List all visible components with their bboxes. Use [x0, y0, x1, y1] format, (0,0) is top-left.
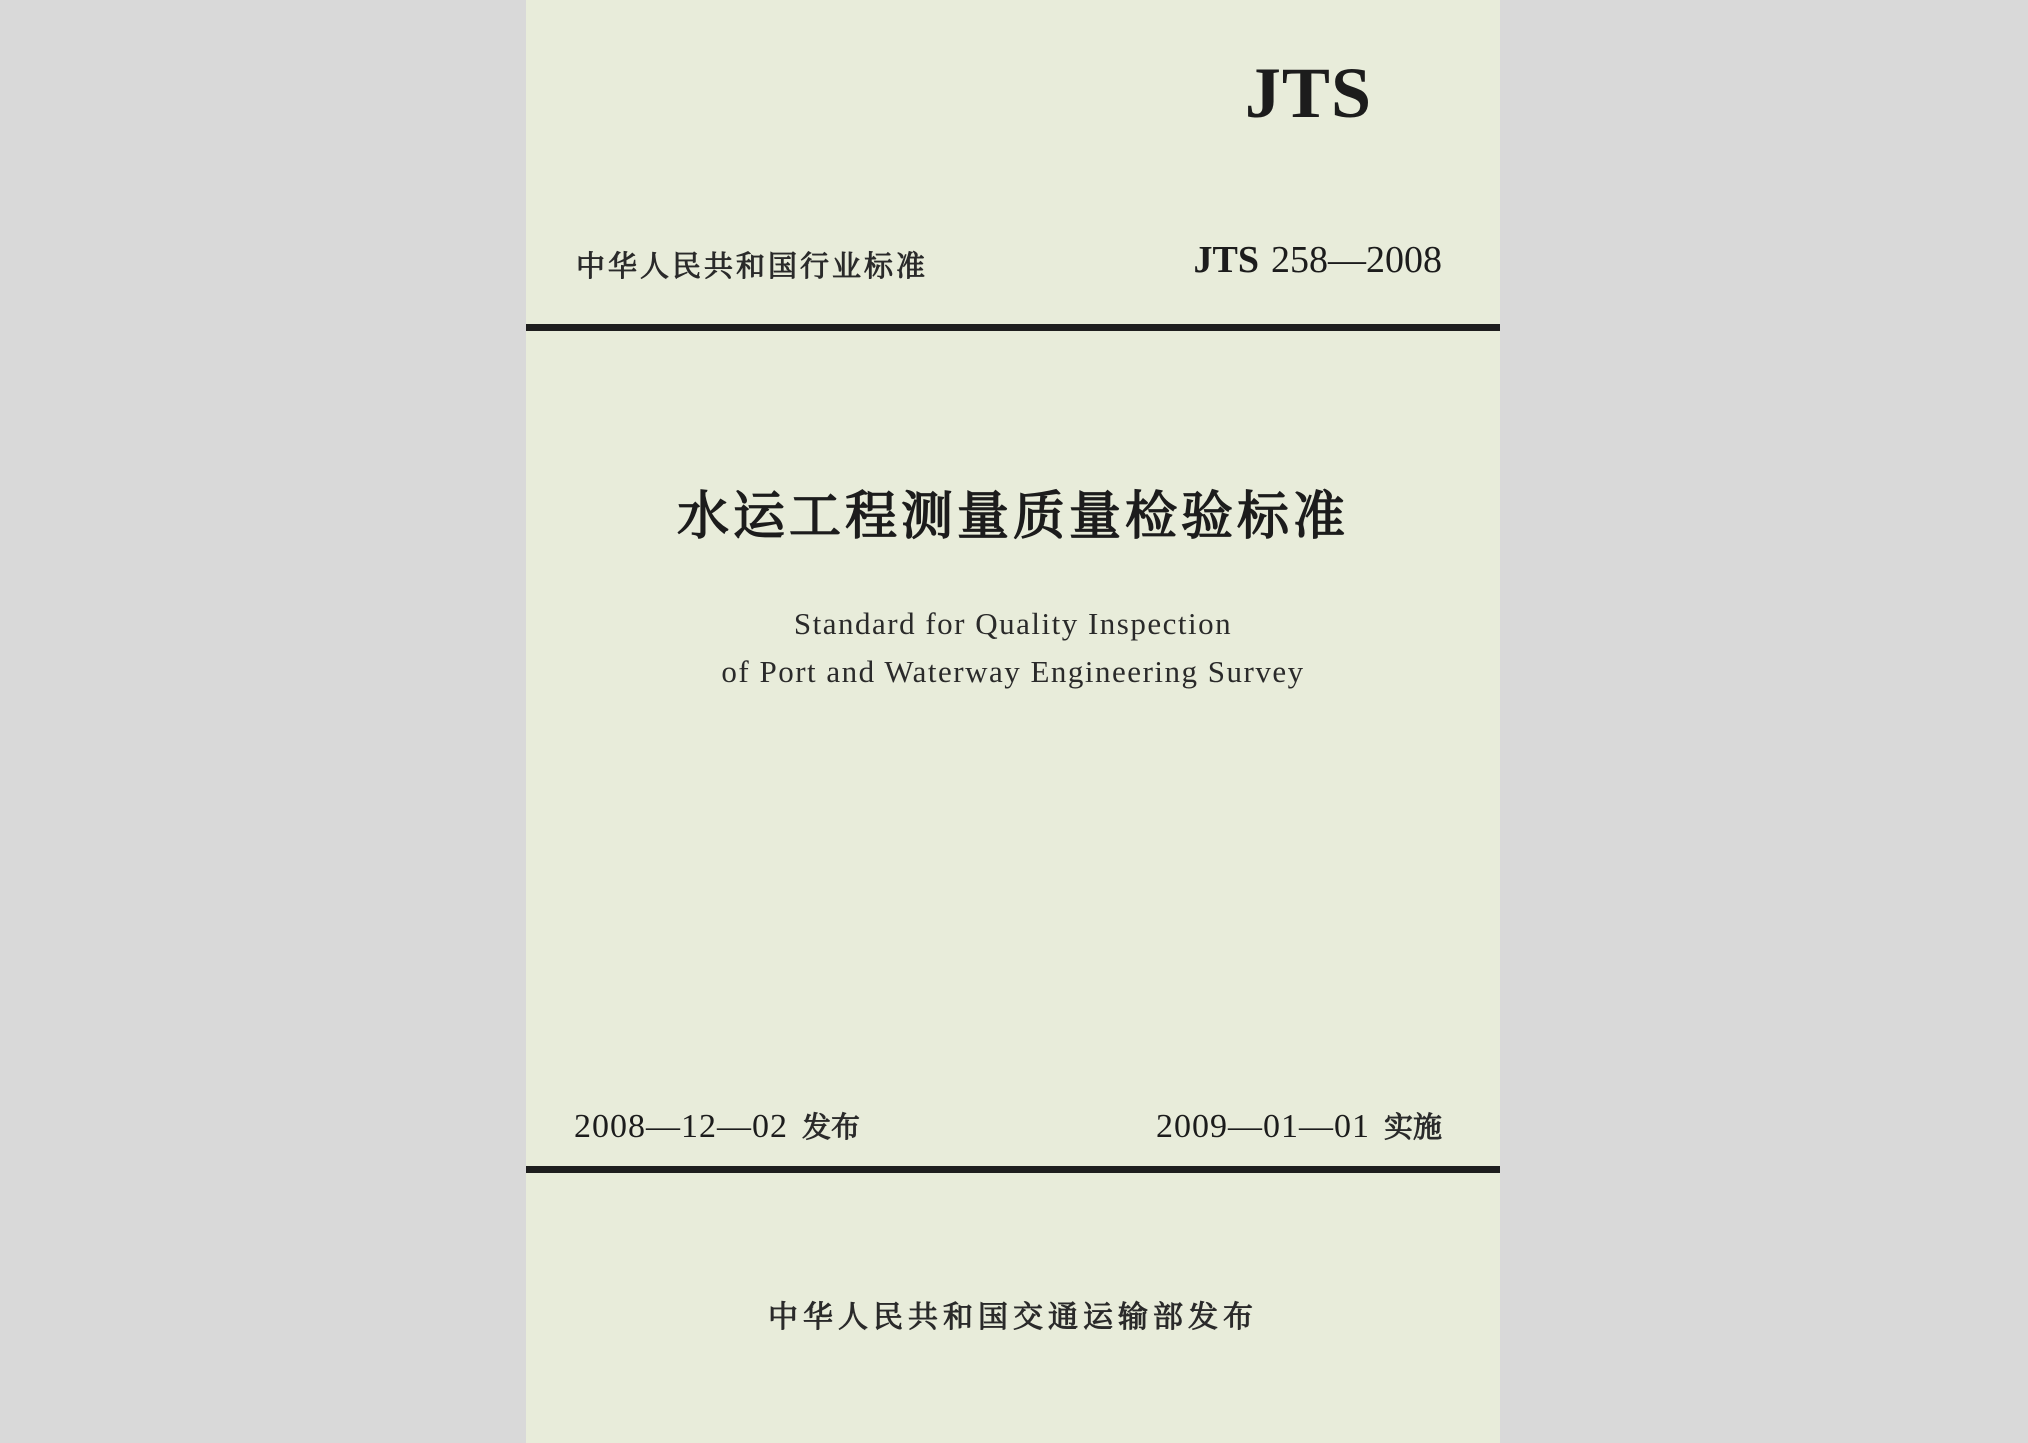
effective-date: [1156, 1105, 1442, 1146]
issue-date: [574, 1105, 860, 1146]
bottom-divider: [526, 1166, 1500, 1173]
title-english-line-1: Standard for Quality Inspection: [793, 606, 1233, 641]
standard-code-number: 258—2008: [1271, 239, 1442, 281]
standard-category: 中华人民共和国行业标准: [576, 249, 929, 283]
title-chinese: 水运工程测量质量检验标准: [676, 487, 1349, 547]
issue-date-label: 发布: [802, 1110, 861, 1144]
document-cover: [526, 0, 1500, 1443]
title-english-line-2: of Port and Waterway Engineering Survey: [721, 654, 1305, 689]
effective-date-label: 实施: [1383, 1110, 1442, 1144]
standard-code-prefix: JTS: [1193, 239, 1259, 281]
effective-date-value: 2009—01—01: [1155, 1108, 1370, 1145]
standard-code: [1194, 238, 1442, 282]
jts-logo: JTS: [1244, 53, 1372, 133]
top-divider: [526, 324, 1500, 331]
publisher: 中华人民共和国交通运输部发布: [768, 1300, 1258, 1335]
issue-date-value: 2008—12—02: [574, 1108, 788, 1145]
